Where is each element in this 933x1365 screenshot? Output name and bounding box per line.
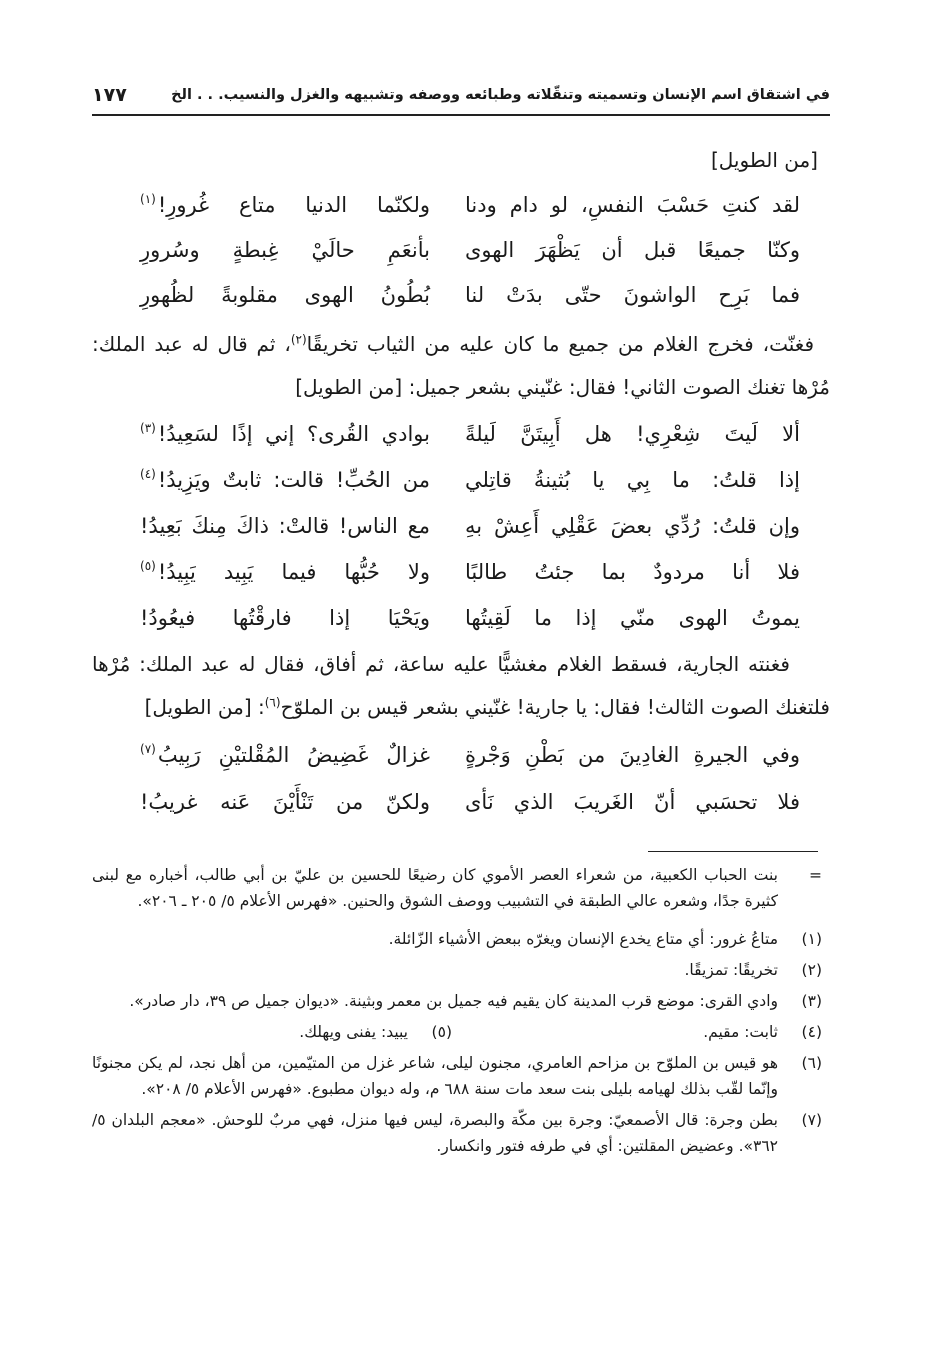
- page-number: ١٧٧: [92, 84, 127, 106]
- footnote-marker: (٧): [801, 1111, 822, 1129]
- footnote-marker: (٤): [801, 1023, 822, 1041]
- verse-first-hemistich: فما بَرِح الواشونَ حتّى بدَتْ لنا: [465, 282, 800, 307]
- prose-paragraph: [92, 323, 830, 409]
- verse-second-hemistich-text: من الحُبِّ! قالت: ثابتٌ ويَزِيدُ!: [157, 468, 430, 492]
- verse-line: [92, 778, 830, 825]
- verse-first-hemistich: وكنّا جميعًا قبل أن يَظْهَرَ الهوى: [465, 237, 800, 262]
- verse-first-hemistich: فلا أنا مردودٌ بما جئتُ طالبًا: [465, 560, 800, 584]
- verse-second-hemistich-text: ويَحْيَا إذا فارقْتُها فيعُودُ!: [140, 606, 430, 630]
- footnote: [92, 1050, 830, 1102]
- verse-line: [92, 411, 830, 457]
- footnote-text: بطن وجرة: قال الأصمعيّ: وجرة بين مكّة والبصرة، ليس فيها منزل، فهي مربٌ للوحش. «معجم البلدان ٥/ ٣٦٢». وعضيض المقلتين: أي في طرفه فتور وانكسار.: [92, 1111, 778, 1155]
- verse-first-hemistich: وفي الجيرةِ الغادِينَ من بَطْنِ وَجْرةٍ: [465, 742, 800, 767]
- poem-1: [92, 182, 830, 317]
- paragraph-text: فغنّت، فخرج الغلام من جميع ما كان عليه من الثياب تخريقًا: [306, 332, 815, 356]
- paragraph-text: ، ثم قال له عبد الملك: مُرْها تغنك الصوت الثاني! فقال: غنّيني بشعر جميل: [من الطويل]: [92, 332, 830, 399]
- footnote-text: ثابت: مقيم.: [703, 1023, 778, 1041]
- verse-second-hemistich-text: غزالٌ غَضِيضُ المُقْلتيْنِ رَبِيبُ: [157, 742, 430, 767]
- verse-second-hemistich: [140, 463, 430, 497]
- verse-second-hemistich-text: ولكنّ من تَنْأَيْنَ عَنه غريبُ!: [140, 789, 430, 814]
- footnote-text: متاعُ غرور: أي متاع يخدع الإنسان ويغرّه ببعض الأشياء الزّائلة.: [388, 930, 778, 948]
- running-header: [92, 76, 830, 116]
- footnote-text: بنت الحباب الكعبية، من شعراء العصر الأموي كان رضيعًا للحسين بن عليّ بن أبي طالب، أخباره مع لبنى كثيرة جدًا، وشعره عالي الطبقة في التشبيب ووصف الشوق والحنين. «فهرس الأعلام ٥/ ٢٠٥ ـ ٢٠٦».: [92, 866, 778, 910]
- verse-line: [92, 457, 830, 503]
- meter-label: [من الطويل]: [710, 148, 818, 172]
- verse-line: [92, 272, 830, 317]
- verse-second-hemistich: [140, 738, 430, 772]
- verse-line: [92, 549, 830, 595]
- footnote-separator: [648, 851, 818, 852]
- footnote: [92, 1107, 830, 1159]
- verse-first-hemistich: يموتُ الهوى منّي إذا ما لَقِيتُها: [465, 606, 800, 630]
- verse-second-hemistich-text: ولا حُبُّها فيما يَبِيد يَبِيدُ!: [157, 560, 430, 584]
- footnote-text: هو قيس بن الملوّح بن مزاحم العامري، مجنون ليلى، شاعر غزل من المتيّمين، من أهل نجد، لم يكن مجنونًا وإنّما لقّب بذلك لهيامه بليلى بنت سعد مات سنة ٦٨٨ م، وله ديوان مطبوع. «فهرس الأعلام ٥/ ٢٠٨».: [92, 1054, 778, 1098]
- footnote: [92, 862, 830, 914]
- prose-paragraph: [92, 643, 830, 729]
- verse-line: [92, 503, 830, 549]
- verse-second-hemistich-text: ولكنّما الدنيا متاع غُرورِ!: [157, 192, 430, 217]
- poem-2: [92, 411, 830, 641]
- footnote-text: تخريقًا: تمزيقًا.: [684, 961, 778, 979]
- paragraph-text: فغنته الجارية، فسقط الغلام مغشيًّا عليه ساعة، ثم أفاق، فقال له عبد الملك: مُرْها فلتغنك الصوت الثالث! فقال: يا جارية! غنّيني بشعر قيس بن الملوّح: [92, 652, 830, 719]
- footnote-marker: (٦): [801, 1054, 822, 1072]
- footnote-marker: (٣): [801, 992, 822, 1010]
- footnote-text: يبيد: يفنى ويهلك.: [299, 1023, 408, 1041]
- verse-second-hemistich: [140, 555, 430, 589]
- verse-line: [92, 227, 830, 272]
- footnote-ref: (٤): [140, 467, 156, 481]
- footnote-marker: (١): [801, 930, 822, 948]
- footnote-text: وادي القرى: موضع قرب المدينة كان يقيم فيه جميل بن معمر وبثينة. «ديوان جميل ص ٣٩، دار صادر».: [129, 992, 778, 1010]
- footnote-ref: (٣): [140, 421, 156, 435]
- poem-3: [92, 731, 830, 825]
- verse-second-hemistich: [140, 233, 430, 267]
- footnote-marker: (٥): [431, 1023, 452, 1041]
- footnote: [92, 926, 830, 952]
- verse-second-hemistich-text: بُطُونُ الهوى مقلوبةً لظُهورِ: [140, 282, 430, 307]
- footnote-marker: =: [809, 866, 822, 884]
- footnote-marker: (٢): [801, 961, 822, 979]
- verse-second-hemistich: [140, 601, 430, 635]
- verse-first-hemistich: لقد كنتِ حَسْبَ النفسِ، لو دام ودنا: [465, 192, 800, 217]
- footnote-ref: (١): [140, 191, 156, 206]
- footnote: [299, 1019, 460, 1045]
- paragraph-text: : [من الطويل]: [144, 695, 265, 719]
- verse-second-hemistich-text: بأنعَمِ حالَيْ غِبطةٍ وسُرورِ: [140, 237, 430, 262]
- verse-first-hemistich: ألا لَيتَ شِعْرِي! هل أَبِيتَنَّ لَيلةً: [465, 422, 800, 446]
- verse-second-hemistich: [140, 417, 430, 451]
- footnote: [92, 957, 830, 983]
- footnote: [92, 988, 830, 1014]
- verse-first-hemistich: فلا تحسَبي أنّ الغَريبَ الذي نَأى: [465, 789, 800, 814]
- footnote-ref: (٧): [140, 741, 156, 756]
- footnotes: [92, 862, 830, 1159]
- verse-second-hemistich: [140, 509, 430, 543]
- verse-first-hemistich: إذا قلتُ: ما بِي يا بُثينةُ قاتِلي: [465, 468, 800, 492]
- running-title: في اشتقاق اسم الإنسان وتسميته وتنقّلاته وطبائعه ووصفه وتشبيهه والغزل والنسيب. . . الخ: [171, 87, 830, 103]
- verse-second-hemistich-text: بوادي القُرى؟ إني إذًا لسَعِيدُ!: [157, 422, 430, 446]
- footnote-ref: (٥): [140, 559, 156, 573]
- verse-first-hemistich: وإن قلتُ: رُدِّي بعضَ عَقْلِي أَعِشْ بهِ: [465, 514, 800, 538]
- verse-second-hemistich-text: مع الناس! قالتْ: ذاكَ مِنكَ بَعِيدُ!: [140, 514, 430, 538]
- verse-second-hemistich: [140, 188, 430, 222]
- verse-line: [92, 182, 830, 227]
- verse-line: [92, 731, 830, 778]
- verse-second-hemistich: [140, 278, 430, 312]
- verse-second-hemistich: [140, 785, 430, 819]
- footnote-ref: (٢): [290, 332, 307, 347]
- verse-line: [92, 595, 830, 641]
- footnote-pair-row: [92, 1019, 830, 1045]
- footnote-ref: (٦): [264, 695, 281, 710]
- footnote: [460, 1019, 830, 1045]
